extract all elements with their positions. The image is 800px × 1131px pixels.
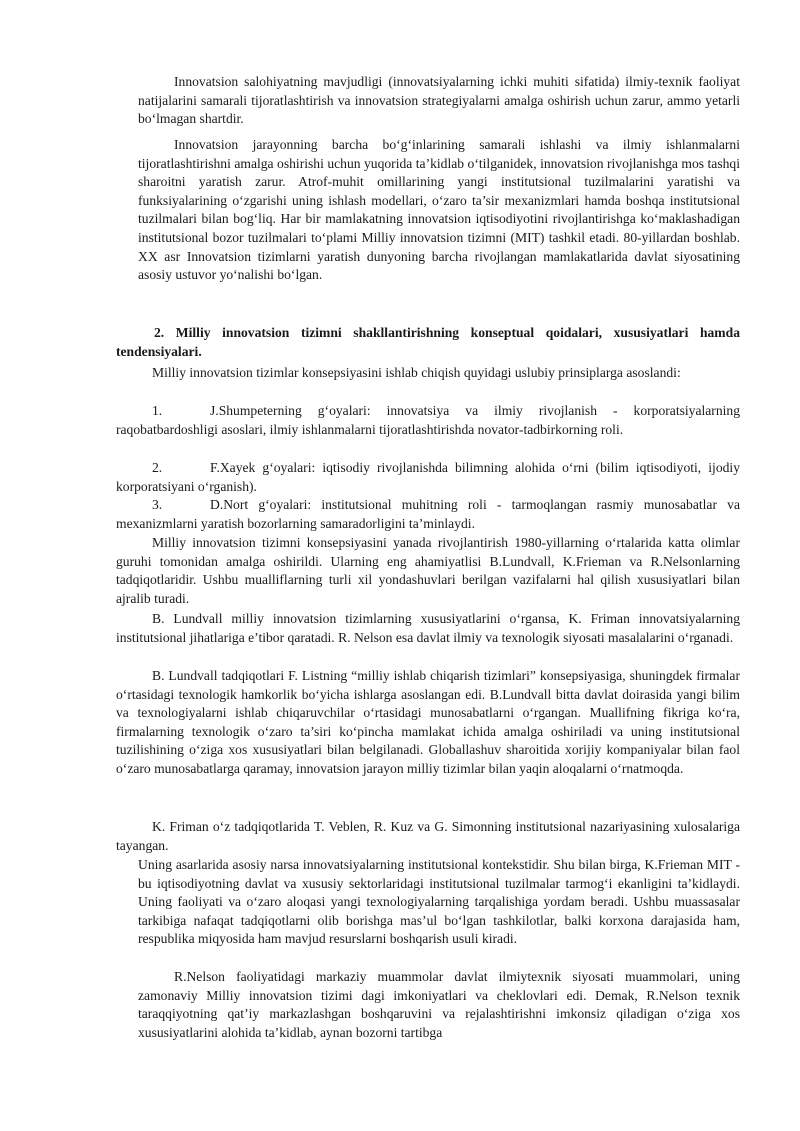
paragraph-innovation-process: Innovatsion jarayonning barcha bo‘g‘inlarining samarali ishlashi va ilmiy ishlanmalarni tijoratlashtirishni amalga oshirishi uchun yuqorida ta’kidlab o‘tilganidek, innovatsion rivojlanishga mos tashqi sharoitni yaratish zarur. Atrof-muhit omillarining yangi institutsional tuzilmalarini yaratishi va funksiyalarining o‘zgarishi uning ishlash modellari, o‘zaro ta’sir mexanizmlari hamda boshqa institutsional tuzilmalari bilan bog‘liq. Har bir mamlakatning innovatsion iqtisodiyotini rivojlantirishga ko‘maklashadigan institutsional bozor tuzilmalari to‘plami Milliy innovatsion tizimni (MIT) tashkil etadi. 80-yillardan boshlab. XX asr Innovatsion tizimlarni yaratish dunyoning barcha rivojlangan mamlakatlarida davlat siyosatining asosiy ustuvor yo‘nalishi bo‘lgan. — [138, 137, 740, 283]
section-heading: 2. Milliy innovatsion tizimni shakllantirishning konseptual qoidalari, xususiyatlari hamda tendensiyalari. — [116, 325, 740, 359]
paragraph-nelson-research: R.Nelson faoliyatidagi markaziy muammolar davlat ilmiytexnik siyosati muammolari, uning zamonaviy Milliy innovatsion tizimi dagi imkoniyatlari va cheklovlari edi. Demak, R.Nelson texnik taraqqiyotning qat’iy markazlashgan boshqaruvini va rejalashtirishni imkonsiz qiladigan o‘ziga xos xususiyatlarini alohida ta’kidlab, aynan bozorni tartibga — [138, 969, 740, 1040]
list-number: 1. — [152, 403, 163, 418]
paragraph-institutional-context: Uning asarlarida asosiy narsa innovatsiyalarning institutsional kontekstidir. Shu bilan birga, K.Frieman MIT - bu iqtisodiyotning davlat va xususiy sektorlaridagi institutsional tuzilmalar tarmog‘i ekanligini ta’kidlaydi. Uning faoliyati va o‘zaro aloqasi yangi texnologiyalarning tarqalishiga yordam beradi. Ushbu muassasalar tarkibiga nafaqat tadqiqotlarni olib borishga mas’ul bo‘lgan tashkilotlar, balki korxona darajasida ham, respublika miqyosida ham mavjud resurslarni boshqarish usuli kiradi. — [138, 857, 740, 947]
paragraph-concept-development: Milliy innovatsion tizimni konsepsiyasini yanada rivojlantirish 1980-yillarning o‘rtalarida katta olimlar guruhi tomonidan amalga oshirildi. Ularning eng ahamiyatlisi B.Lundvall, K.Frieman va R.Nelsonlarning tadqiqotlaridir. Ushbu mualliflarning turli xil yondashuvlari berilgan vazifalarni hal qilish xususiyatlari bilan ajralib turadi. — [116, 535, 740, 606]
list-number: 2. — [152, 460, 163, 475]
list-item-text: F.Xayek g‘oyalari: iqtisodiy rivojlanishda bilimning alohida o‘rni (bilim iqtisodiyoti, ijodiy korporatsiyani o‘rganish). — [116, 460, 740, 494]
paragraph-concept-principles: Milliy innovatsion tizimlar konsepsiyasini ishlab chiqish quyidagi uslubiy prinsiplarga asoslandi: — [152, 365, 681, 380]
list-item-text: D.Nort g‘oyalari: institutsional muhitning roli - tarmoqlangan rasmiy munosabatlar va mexanizmlarni yaratish bozorlarning samaradorligini ta’minlaydi. — [116, 497, 740, 531]
list-item-hayek — [116, 459, 740, 496]
list-item-north — [116, 496, 740, 533]
list-item-schumpeter — [116, 402, 740, 439]
list-item-text: J.Shumpeterning g‘oyalari: innovatsiya va ilmiy rivojlanish - korporatsiyalarning raqobatbardoshligi asoslari, ilmiy ishlanmalarni tijoratlashtirishda novator-tadbirkorning roli. — [116, 403, 740, 437]
paragraph-friman-research: K. Friman o‘z tadqiqotlarida T. Veblen, R. Kuz va G. Simonning institutsional nazariyasining xulosalariga tayangan. — [116, 819, 740, 853]
list-number: 3. — [152, 497, 163, 512]
paragraph-lundvall-research: B. Lundvall tadqiqotlari F. Listning “milliy ishlab chiqarish tizimlari” konsepsiyasiga, shuningdek firmalar o‘rtasidagi texnologik hamkorlik bo‘yicha ishlarga asoslangan edi. B.Lundvall bitta davlat doirasida yangi bilim va texnologiyalarni ishlab chiqaruvchilar o‘rtasidagi munosabatlarni o‘rgangan. Muallifning fikriga ko‘ra, firmalarning texnologik o‘zaro ta’siri ko‘pincha mamlakat ichida amalga oshiriladi va uning institutsional tuzilishining o‘ziga xos xususiyatlari bilan belgilanadi. Globallashuv sharoitida xorijiy kompaniyalar bilan faol o‘zaro munosabatlarga qaramay, innovatsion jarayon milliy tizimlar bilan yaqin aloqalarni o‘rnatmoqda. — [116, 668, 740, 776]
paragraph-innovative-potential: Innovatsion salohiyatning mavjudligi (innovatsiyalarning ichki muhiti sifatida) ilmiy-texnik faoliyat natijalarini samarali tijoratlashtirish va innovatsion strategiyalarni amalga oshirish uchun zarur, ammo yetarli bo‘lmagan shartdir. — [138, 74, 740, 127]
paragraph-lundvall-friman-nelson: B. Lundvall milliy innovatsion tizimlarning xususiyatlarini o‘rgansa, K. Friman innovatsiyalarning institutsional jihatlariga e’tibor qaratadi. R. Nelson esa davlat ilmiy va texnologik siyosati masalalarini o‘rganadi. — [116, 611, 740, 645]
